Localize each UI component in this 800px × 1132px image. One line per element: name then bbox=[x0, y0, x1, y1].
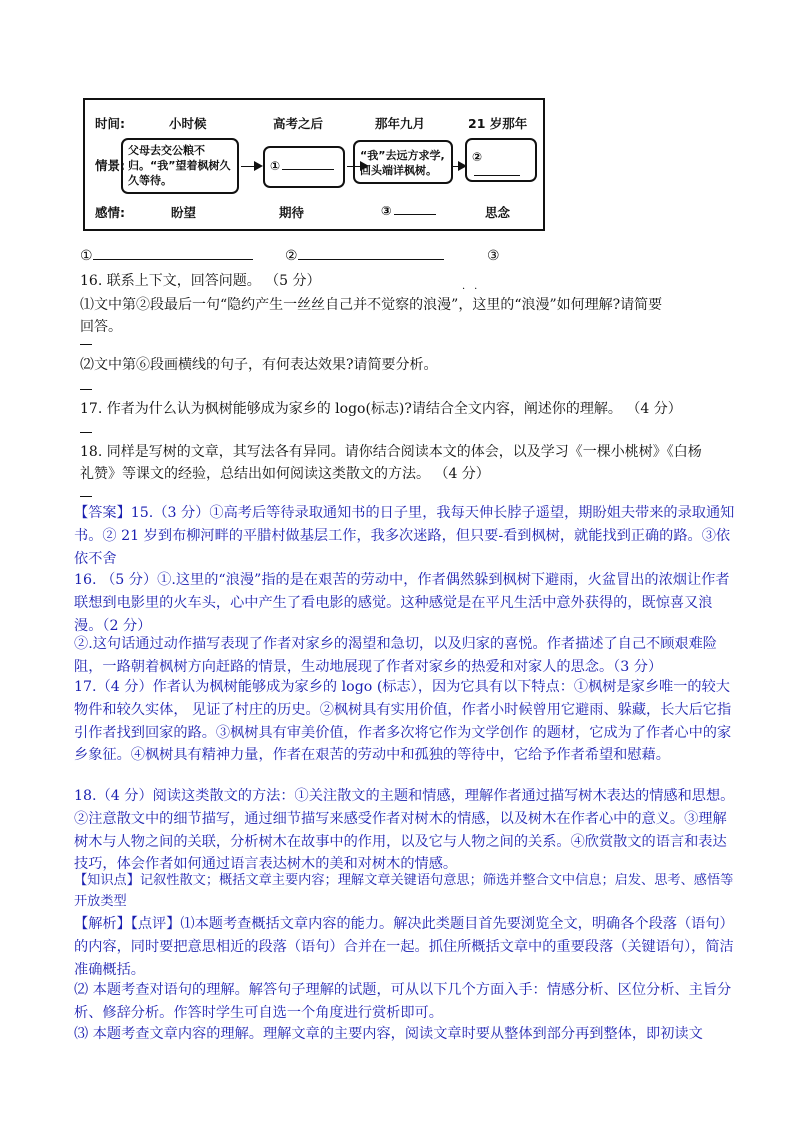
analysis-2: ⑵ 本题考查对语句的理解。解答句子理解的试题，可从以下几个方面入手：情感分析、区位分析、主旨分析、修辞分析。作答时学生可自选一个角度进行赏析即可。 bbox=[74, 982, 732, 1021]
question-17: 17. 作者为什么认为枫树能够成为家乡的 logo(标志)?请结合全文内容，阐述你的理解。 （4 分） bbox=[80, 401, 682, 417]
emotion-september bbox=[381, 203, 436, 218]
analysis-3: ⑶ 本题考查文章内容的理解。理解文章的主要内容，阅读文章时要从整体到部分再到整体，即初读文 bbox=[74, 1026, 703, 1042]
answer-line bbox=[80, 389, 92, 390]
answer-line bbox=[80, 344, 92, 345]
question-16-part1-cont: 回答。 bbox=[80, 319, 122, 335]
scene-box-4-blank bbox=[474, 175, 520, 176]
scene-box-1: 父母去交公粮不归。“我”望着枫树久久等待。 bbox=[121, 138, 239, 194]
answer-16-part1: 16. （5 分）①.这里的“浪漫”指的是在艰苦的劳动中，作者偶然躲到枫树下避雨，火盆冒出的浓烟让作者联想到电影里的火车头，心中产生了看电影的感觉。这种感觉是在平凡生活中意外获得的，既惊喜又浪漫。（2 分） bbox=[74, 572, 730, 634]
emotion-childhood: 盼望 bbox=[171, 205, 197, 220]
scene-box-3: “我”去远方求学,回头端详枫树。 bbox=[353, 140, 453, 184]
arrow-3 bbox=[453, 166, 465, 167]
answer-blank-2: ② bbox=[285, 248, 444, 264]
emotion-age-21: 思念 bbox=[485, 205, 511, 220]
analysis-1: 【解析】【点评】⑴本题考查概括文章内容的能力。解决此类题目首先要浏览全文，明确各个段落（语句）的内容，同时要把意思相近的段落（语句）合并在一起。抓住所概括文章中的重要段落（关键语句），简洁准确概括。 bbox=[74, 916, 734, 978]
question-18-line2: 礼赞》等课文的经验，总结出如何阅读这类散文的方法。 （4 分） bbox=[80, 466, 490, 482]
scene-box-2 bbox=[263, 146, 345, 188]
time-childhood: 小时候 bbox=[169, 116, 207, 131]
emotion-after-exam: 期待 bbox=[279, 205, 305, 220]
scene-row-label: 情景: bbox=[95, 158, 125, 173]
scene-box-4-number: ② bbox=[472, 150, 483, 164]
emotion-3-blank bbox=[394, 214, 436, 215]
answer-15: 【答案】15.（3 分）①高考后等待录取通知书的日子里，我每天伸长脖子遥望，期盼姐夫带来的录取通知书。② 21 岁到布柳河畔的平腊村做基层工作，我多次迷路，但只要-看到枫树，就能找到正确的路。③依依不舍 bbox=[74, 505, 735, 567]
time-age-21: 21 岁那年 bbox=[468, 116, 528, 131]
arrow-1 bbox=[241, 166, 261, 167]
answer-blank-3: ③ bbox=[487, 248, 500, 264]
answer-line bbox=[80, 496, 92, 497]
scene-box-2-blank bbox=[282, 169, 334, 170]
knowledge-points: 【知识点】记叙性散文；概括文章主要内容；理解文章关键语句意思；筛选并整合文中信息；启发、思考、感悟等开放类型 bbox=[74, 873, 734, 909]
answer-18: 18.（4 分）阅读这类散文的方法：①关注散文的主题和情感，理解作者通过描写树木表达的情感和思想。②注意散文中的细节描写，通过细节描写来感受作者对树木的情感，以及树木在作者心中的意义。③理解树木与人物之间的关联，分析树木在故事中的作用，以及它与人物之间的关系。④欣赏散文的语言和表达技巧，体会作者如何通过语言表达树木的美和对树木的情感。 bbox=[74, 788, 735, 873]
question-16-part2: ⑵文中第⑥段画横线的句子，有何表达效果?请简要分析。 bbox=[80, 357, 438, 373]
time-september: 那年九月 bbox=[375, 116, 426, 131]
answer-17: 17.（4 分）作者认为枫树能够成为家乡的 logo (标志），因为它具有以下特点：①枫树是家乡唯一的较大物件和较久实体， 见证了村庄的历史。②枫树具有实用价值，作者小时候曾用它避雨、躲藏，长大后它指引作者找到回家的路。③枫树具有审美价值，作者多次将它作为文学创作 的题材，它成为了作者心中的家乡象征。④枫树具有精神力量，作者在艰苦的劳动中和孤独的等待中，它给予作者希望和慰藉。 bbox=[74, 679, 732, 764]
time-row-label: 时间: bbox=[95, 116, 125, 131]
answer-blank-1: ① bbox=[80, 248, 253, 264]
answer-line bbox=[80, 432, 92, 433]
question-18-line1: 18. 同样是写树的文章，其写法各有异同。请你结合阅读本文的体会，以及学习《一棵小桃树》《白杨 bbox=[80, 444, 702, 460]
answer-16-part2: ②.这句话通过动作描写表现了作者对家乡的渴望和急切，以及归家的喜悦。作者描述了自己不顾艰难险阻，一路朝着枫树方向赶路的情景，生动地展现了作者对家乡的热爱和对家人的思念。（3 分） bbox=[74, 636, 717, 675]
scene-box-4 bbox=[465, 138, 537, 182]
scene-box-2-number: ① bbox=[270, 159, 281, 173]
plot-flowchart bbox=[83, 98, 545, 231]
emotion-3-number: ③ bbox=[381, 203, 392, 218]
emphasis-dots: ·· bbox=[462, 284, 487, 295]
time-after-exam: 高考之后 bbox=[273, 116, 324, 131]
question-16-title: 16. 联系上下文，回答问题。 （5 分） bbox=[80, 273, 321, 289]
emotion-row-label: 感情: bbox=[95, 205, 125, 220]
question-16-part1: ⑴文中第②段最后一句“隐约产生一丝丝自己并不觉察的浪漫”，这里的“浪漫”如何理解?请简要 bbox=[80, 297, 663, 313]
